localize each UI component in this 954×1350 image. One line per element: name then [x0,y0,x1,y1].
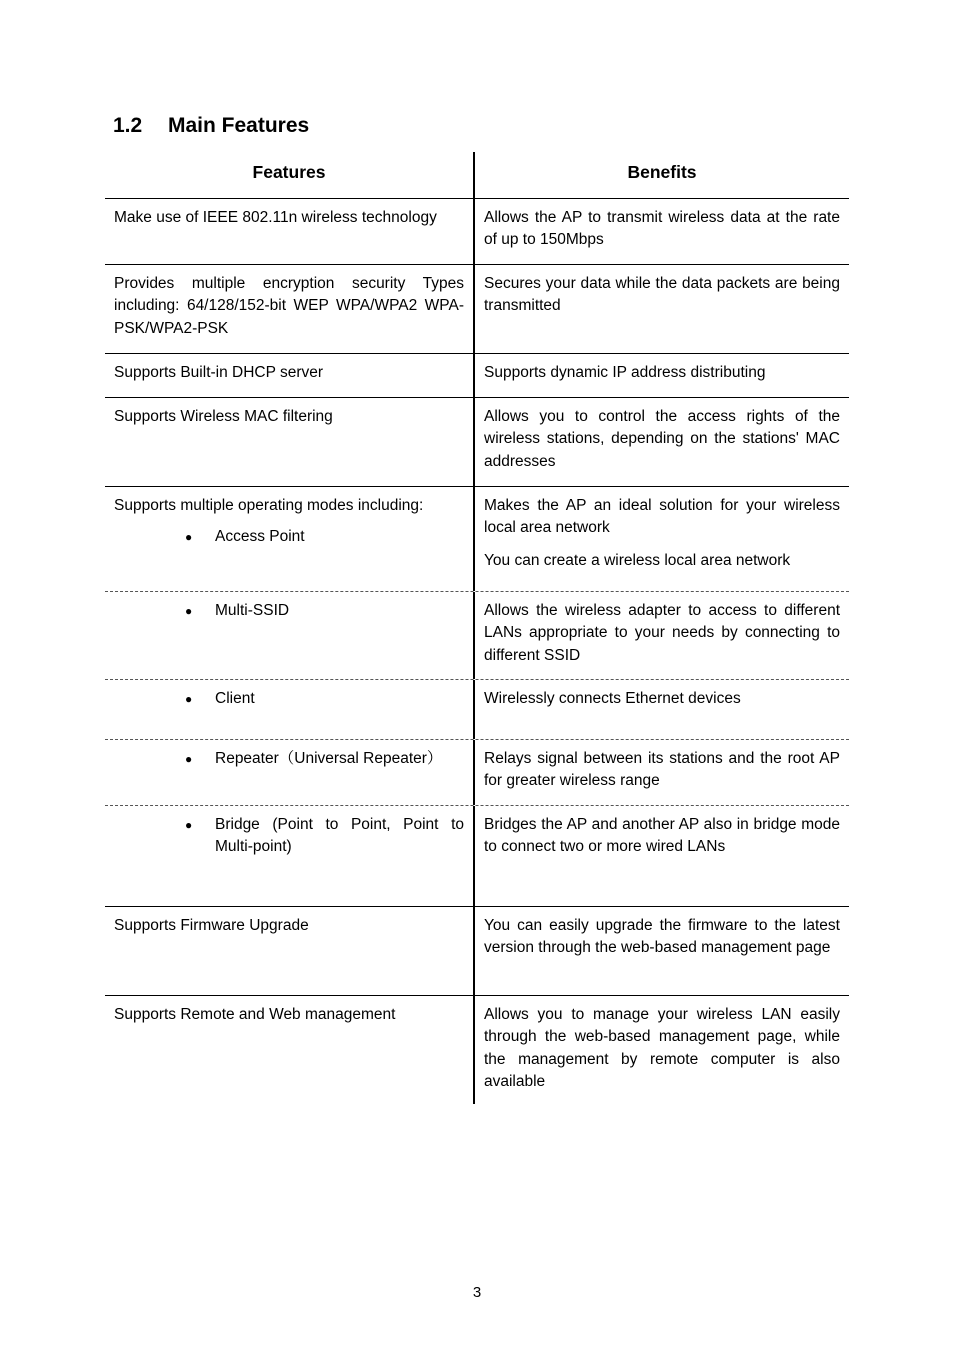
bullet-icon: ● [185,818,193,832]
table-row [105,680,849,740]
bullet-icon: ● [185,530,193,545]
table-row [105,354,849,398]
benefit-cell: Allows the AP to transmit wireless data at the rate of up to 150Mbps [473,199,849,264]
feature-cell: Make use of IEEE 802.11n wireless technology [114,209,437,226]
benefits-header: Benefits [473,152,849,198]
benefit-cell: Allows the wireless adapter to access to different LANs appropriate to your needs by connecting to different SSID [473,592,849,679]
feature-text: Supports multiple operating modes including: [114,497,424,514]
mode-label: Multi-SSID [215,602,290,619]
bullet-icon: ● [185,752,193,766]
benefit-cell: You can easily upgrade the firmware to the latest version through the web-based management page [473,907,849,995]
feature-cell [105,680,473,739]
mode-bullet-item [114,688,464,710]
page-number: 3 [472,1284,482,1301]
benefit-cell: Supports dynamic IP address distributing [473,354,849,397]
table-row [105,199,849,265]
mode-bullet-item [114,748,464,770]
benefit-text-2: You can create a wireless local area network [484,551,791,569]
table-row [105,740,849,806]
benefit-cell: Bridges the AP and another AP also in bridge mode to connect two or more wired LANs [473,806,849,906]
benefit-text: Makes the AP an ideal solution for your wireless local area network [484,497,840,537]
section-title: Main Features [168,114,310,137]
table-row [105,398,849,487]
table-row [105,907,849,996]
mode-label: Repeater（Universal Repeater） [215,750,443,767]
mode-label: Bridge (Point to Point, Point to Multi-point) [215,816,464,856]
benefit-cell: Allows you to control the access rights of the wireless stations, depending on the stations' MAC addresses [473,398,849,486]
feature-cell: Supports Wireless MAC filtering [114,408,333,425]
table-header [105,152,849,199]
benefit-cell: Relays signal between its stations and the root AP for greater wireless range [473,740,849,805]
benefit-cell: Wirelessly connects Ethernet devices [473,680,849,739]
features-table [105,152,849,1104]
feature-cell [105,740,473,805]
section-number: 1.2 [113,114,143,137]
benefit-cell: Secures your data while the data packets are being transmitted [473,265,849,353]
feature-cell [105,806,473,906]
feature-cell [105,592,473,679]
section-heading [113,113,309,139]
bullet-icon: ● [185,604,193,618]
benefit-cell [473,487,849,591]
feature-cell [105,487,473,591]
feature-cell: Supports Built-in DHCP server [114,364,324,381]
mode-label: Access Point [215,528,305,546]
table-row [105,806,849,907]
mode-bullet-item [114,526,464,548]
table-row [105,996,849,1104]
feature-cell: Supports Firmware Upgrade [114,917,309,934]
mode-bullet-item [114,600,464,622]
feature-cell: Supports Remote and Web management [114,1006,396,1023]
table-row [105,487,849,592]
table-row [105,592,849,680]
mode-bullet-item [114,814,464,859]
benefit-cell: Allows you to manage your wireless LAN easily through the web-based management page, while the management by remote computer is also available [473,996,849,1104]
features-header: Features [252,162,326,182]
table-row [105,265,849,354]
feature-cell: Provides multiple encryption security Types including: 64/128/152-bit WEP WPA/WPA2 WPA-PSK/WPA2-PSK [114,275,464,337]
bullet-icon: ● [185,692,193,706]
mode-label: Client [215,690,255,707]
